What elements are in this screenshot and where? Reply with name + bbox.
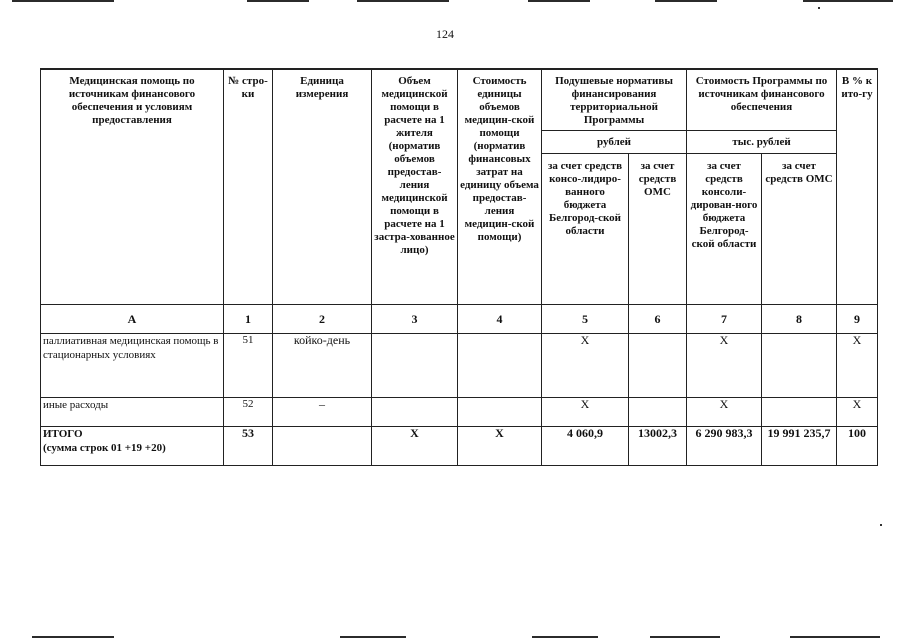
index-row	[41, 305, 878, 334]
scan-edge-mark	[357, 0, 449, 2]
index-cell: 3	[372, 305, 458, 334]
row-c3	[372, 334, 458, 398]
header-group-5-6: Подушевые нормативы финансирования территориальной Программы	[542, 69, 687, 131]
row-name: иные расходы	[41, 398, 224, 427]
row-c6: 13002,3	[629, 427, 687, 466]
row-line-number: 53	[224, 427, 273, 466]
page-number: 124	[436, 27, 454, 41]
header-unit-7-8: тыс. рублей	[687, 131, 837, 154]
row-c3: Х	[372, 427, 458, 466]
scan-dot	[880, 524, 882, 526]
header-col-3: Объем медицинской помощи в расчете на 1 жителя (норматив объемов предостав-ления медицинской помощи в расчете на 1 застра-хованное лицо)	[372, 69, 458, 305]
row-c5: Х	[542, 398, 629, 427]
header-col-7: за счет средств консоли-дирован-ного бюджета Белгород-ской области	[687, 154, 762, 305]
header-row-1	[41, 69, 878, 131]
scan-edge-mark	[650, 636, 720, 638]
total-row-name	[41, 427, 224, 466]
header-col-4: Стоимость единицы объемов медицин-ской помощи (норматив финансовых затрат на единицу объема предостав-ления медицин-ской помощи)	[458, 69, 542, 305]
scan-dot	[818, 7, 820, 9]
row-c6	[629, 398, 687, 427]
row-c9: Х	[837, 334, 878, 398]
scan-edge-mark	[532, 636, 598, 638]
header-unit-5-6: рублей	[542, 131, 687, 154]
scan-edge-mark	[12, 0, 114, 2]
header-col-9: В % к ито-гу	[837, 69, 878, 305]
row-unit: –	[273, 398, 372, 427]
index-cell: 5	[542, 305, 629, 334]
index-cell: 7	[687, 305, 762, 334]
scan-edge-mark	[247, 0, 309, 2]
row-c4	[458, 334, 542, 398]
row-c4	[458, 398, 542, 427]
header-group-7-8: Стоимость Программы по источникам финансового обеспечения	[687, 69, 837, 131]
header-col-1: № стро-ки	[224, 69, 273, 305]
scan-edge-mark	[32, 636, 114, 638]
header-col-8: за счет средств ОМС	[762, 154, 837, 305]
scan-edge-mark	[528, 0, 590, 2]
row-c5: Х	[542, 334, 629, 398]
row-c8	[762, 398, 837, 427]
header-col-5: за счет средств консо-лидиро-ванного бюджета Белгород-ской области	[542, 154, 629, 305]
row-c4: Х	[458, 427, 542, 466]
row-c8: 19 991 235,7	[762, 427, 837, 466]
row-line-number: 52	[224, 398, 273, 427]
index-cell: 4	[458, 305, 542, 334]
row-name: паллиативная медицинская помощь в стационарных условиях	[41, 334, 224, 398]
header-col-6: за счет средств ОМС	[629, 154, 687, 305]
total-row	[41, 427, 878, 466]
row-c5: 4 060,9	[542, 427, 629, 466]
row-c7: Х	[687, 398, 762, 427]
row-line-number: 51	[224, 334, 273, 398]
table-row	[41, 398, 878, 427]
header-col-a: Медицинская помощь по источникам финансового обеспечения и условиям предоставления	[41, 69, 224, 305]
index-cell: 2	[273, 305, 372, 334]
index-cell: 8	[762, 305, 837, 334]
row-unit	[273, 427, 372, 466]
scan-edge-mark	[655, 0, 717, 2]
row-c9: 100	[837, 427, 878, 466]
row-c8	[762, 334, 837, 398]
row-c7: Х	[687, 334, 762, 398]
row-c6	[629, 334, 687, 398]
row-unit: койко-день	[273, 334, 372, 398]
index-cell: А	[41, 305, 224, 334]
index-cell: 6	[629, 305, 687, 334]
row-c7: 6 290 983,3	[687, 427, 762, 466]
scan-edge-mark	[790, 636, 880, 638]
table-row	[41, 334, 878, 398]
index-cell: 9	[837, 305, 878, 334]
total-label: ИТОГО	[43, 428, 83, 440]
row-c3	[372, 398, 458, 427]
scan-edge-mark	[340, 636, 406, 638]
total-sublabel: (сумма строк 01 +19 +20)	[43, 442, 166, 454]
index-cell: 1	[224, 305, 273, 334]
header-col-2: Единица измерения	[273, 69, 372, 305]
financing-table	[40, 68, 878, 466]
scan-edge-mark	[803, 0, 893, 2]
row-c9: Х	[837, 398, 878, 427]
